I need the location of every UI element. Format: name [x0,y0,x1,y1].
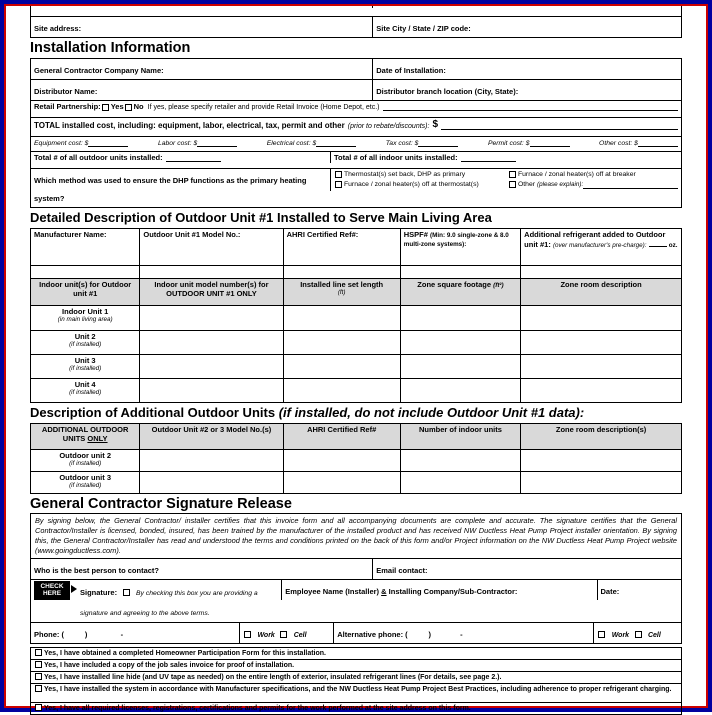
checklist-band [30,647,682,715]
indoor-unit-2-footage-cell[interactable] [400,330,520,354]
indoor-unit-1-room-cell[interactable] [521,305,682,330]
additional-units-table [30,423,682,494]
additional-units-col3-header: AHRI Certified Ref# [283,423,400,449]
tax-cost-label: Tax cost: $ [385,139,419,147]
site-city-field[interactable] [372,17,681,37]
checklist-item-3 [31,672,681,683]
indoor-unit-3-footage-cell[interactable] [400,354,520,378]
indoor-unit-3-room-cell[interactable] [521,354,682,378]
outdoor-units-total-field[interactable] [166,154,221,162]
method-option-3-checkbox[interactable] [509,171,516,178]
distributor-branch-field[interactable] [372,80,681,100]
method-option-4-field[interactable] [583,181,678,189]
employee-name-field[interactable] [281,580,596,600]
outdoor-unit-2-label-cell: Outdoor unit 2 (if installed) [31,449,140,471]
subheader-line-set: Installed line set length (ft) [283,278,400,305]
method-option-4-note: (please explain): [537,181,584,189]
electrical-cost-field[interactable] [316,139,356,147]
outdoor-unit-2-ahri-cell[interactable] [283,449,400,471]
checklist-4-label: Yes, I have installed the system in accordance with Manufacturer specifications, and the NW Ductless Heat Pump Project Best Practices, including adherence to proper refrigerant charging. [44,686,672,694]
outdoor-unit-2-model-cell[interactable] [140,449,283,471]
retail-blank-field[interactable] [383,103,678,111]
model-label: Outdoor Unit #1 Model No.: [143,229,241,239]
checklist-2-label: Yes, I have included a copy of the job sales invoice for proof of installation. [44,662,295,669]
outdoor-unit-3-count-cell[interactable] [400,471,520,493]
distributor-name-label: Distributor Name: [34,86,98,96]
indoor-unit-2-model-cell[interactable] [140,330,283,354]
total-cost-label: TOTAL installed cost, including: equipment, labor, electrical, tax, permit and other [34,120,345,130]
retail-no-label: No [133,101,144,111]
site-band [30,6,682,38]
indoor-unit-1-footage-cell[interactable] [400,305,520,330]
ahri-label: AHRI Certified Ref#: [286,229,359,239]
outdoor-unit-2-room-cell[interactable] [521,449,682,471]
method-option-4-checkbox[interactable] [509,181,516,188]
retail-yes-label: Yes [110,101,124,111]
check-here-badge: CHECK HERE [34,581,70,600]
outdoor-unit-3-row [31,471,682,493]
date-field[interactable] [597,580,682,600]
outdoor-unit1-heading: Detailed Description of Outdoor Unit #1 Installed to Serve Main Living Area [30,209,492,225]
checklist-1-label: Yes, I have obtained a completed Homeowner Participation Form for this installation. [44,649,326,657]
indoor-unit-4-lineset-cell[interactable] [283,378,400,402]
labor-cost-field[interactable] [197,139,237,147]
refrigerant-unit-label: oz. [668,241,678,249]
alt-phone-cell-label: Cell [647,631,661,639]
outdoor-units-total-label: Total # of all outdoor units installed: [34,152,163,162]
equipment-cost-field[interactable] [88,139,128,147]
alt-phone-field[interactable] [333,623,593,643]
manufacturer-label: Manufacturer Name: [34,229,107,239]
total-cost-currency: $ [432,118,438,130]
outdoor-unit1-header-row [31,228,682,265]
outdoor-unit-3-ahri-cell[interactable] [283,471,400,493]
email-contact-field[interactable] [372,559,681,579]
phone-type-cell [239,623,333,643]
signature-label: Signature: [80,587,118,597]
checklist-3-checkbox[interactable] [35,673,42,680]
indoor-unit-3-model-cell[interactable] [140,354,283,378]
refrigerant-oz-field[interactable] [649,239,667,247]
phone-cell-checkbox[interactable] [280,631,287,638]
ahri-header-cell [283,228,400,265]
signature-release-heading: General Contractor Signature Release [30,495,292,512]
checklist-1-checkbox[interactable] [35,649,42,656]
subheader-model-numbers: Indoor unit model number(s) for OUTDOOR UNIT #1 ONLY [140,278,283,305]
site-address-label: Site address: [34,24,82,33]
release-paragraph: By signing below, the General Contractor/ installer certifies that this invoice form and all accompanying documents are complete and accurate. The signature certifies that the General Contractor/Installer is licensed, bonded, insured, has been trained by the manufacturer of the installed product and has received NW Ductless Heat Pump Project installer orientation. By signing this, the General Contractor/Installer has read and understood the terms and conditions printed on the back of this form and/or Project information on the NW Ductless Heat Pump Project website (www.goingductless.com). [35,516,677,555]
indoor-unit-1-lineset-cell[interactable] [283,305,400,330]
total-cost-note: (prior to rebate/discounts): [347,122,430,130]
indoor-unit-1-label-cell: Indoor Unit 1 (in main living area) [31,305,140,330]
tax-cost-field[interactable] [418,139,458,147]
method-option-2-label: Furnace / zonal heater(s) off at thermostat(s) [344,181,479,189]
electrical-cost-label: Electrical cost: $ [266,139,317,147]
hspf-note: (Min: 9.0 single-zone & 8.0 multi-zone systems): [403,231,509,248]
indoor-unit-2-row [31,330,682,354]
manufacturer-input-cell[interactable] [31,265,140,278]
cutoff-cell-right [372,6,681,8]
hspf-label: HSPF# [403,229,428,239]
indoor-unit-4-room-cell[interactable] [521,378,682,402]
method-option-2-checkbox[interactable] [335,181,342,188]
equipment-cost-label: Equipment cost: $ [34,139,89,147]
permit-cost-label: Permit cost: $ [487,139,530,147]
labor-cost-label: Labor cost: $ [157,139,198,147]
retail-partnership-row [31,101,681,112]
indoor-units-total-label: Total # of all indoor units installed: [334,152,458,162]
signature-cell [31,580,281,622]
method-option-2 [334,181,504,189]
checklist-item-2 [31,660,681,671]
outdoor-unit1-table [30,228,682,403]
method-option-4 [508,181,678,189]
retail-partnership-label: Retail Partnership: [34,101,101,111]
cutoff-cell-left [31,6,372,8]
other-cost-field[interactable] [638,139,678,147]
arrow-right-icon [71,585,77,593]
subheader-footage: Zone square footage (ft²) [400,278,520,305]
outdoor-unit-2-row [31,449,682,471]
checklist-3-label: Yes, I have installed line hide (and UV tape as needed) on the entire length of exterior, insulated refrigerant lines (For details, see page 2.). [44,674,502,682]
checklist-5-checkbox[interactable] [35,704,42,711]
phone-label: Phone: ( ) - [34,629,124,639]
subheader-indoor-units: Indoor unit(s) for Outdoor unit #1 [31,278,140,305]
gc-company-field[interactable] [31,59,372,79]
checklist-2-checkbox[interactable] [35,661,42,668]
retail-no-checkbox[interactable] [125,104,132,111]
installation-band [30,58,682,208]
method-option-1 [334,171,504,179]
hspf-header-cell [400,228,520,265]
best-contact-field[interactable] [31,559,372,579]
indoor-unit-4-label-cell: Unit 4 (if installed) [31,378,140,402]
signature-note: By checking this box you are providing a signature and agreeing to the above terms. [80,589,258,617]
indoor-unit-1-row [31,305,682,330]
alt-phone-label: Alternative phone: ( ) - [337,629,463,639]
checklist-item-4 [31,684,681,695]
total-cost-row [31,118,681,131]
indoor-unit-1-model-cell[interactable] [140,305,283,330]
method-option-4-label: Other [518,181,535,189]
additional-units-col4-header: Number of indoor units [400,423,520,449]
method-options-cell [330,169,681,192]
method-question-cell [31,169,330,207]
method-option-3 [508,171,678,179]
site-address-field[interactable] [31,17,372,37]
cost-breakdown-row [31,137,681,149]
outdoor-unit-3-label-cell: Outdoor unit 3 (if installed) [31,471,140,493]
indoor-units-total-row [330,152,681,163]
install-date-label: Date of Installation: [376,65,446,75]
phone-field[interactable] [31,623,239,643]
additional-units-heading: Description of Additional Outdoor Units (if installed, do not include Outdoor Unit #1 data): [30,404,585,420]
alt-phone-cell-checkbox[interactable] [635,631,642,638]
gc-company-label: General Contractor Company Name: [34,65,164,75]
total-cost-blank-field[interactable] [441,122,678,130]
checklist-4-checkbox[interactable] [35,685,42,692]
indoor-units-total-field[interactable] [461,154,516,162]
other-cost-label: Other cost: $ [599,139,638,147]
outdoor-unit-3-room-cell[interactable] [521,471,682,493]
method-option-1-label: Thermostat(s) set back, DHP as primary [344,170,466,178]
method-question-label: Which method was used to ensure the DHP functions as the primary heating system? [34,175,307,203]
refrigerant-header-cell [521,228,682,265]
permit-cost-field[interactable] [530,139,570,147]
additional-units-header-row [31,423,682,449]
refrigerant-note: (over manufacturer's pre-charge): [552,241,647,249]
outdoor-unit-3-model-cell[interactable] [140,471,283,493]
install-date-field[interactable] [372,59,681,79]
best-contact-label: Who is the best person to contact? [34,565,160,575]
checklist-5-label: Yes, I have all required licenses, registrations, certifications and permits for the work performed at the site address on this form. [44,705,471,713]
subheader-zone-room: Zone room description [521,278,682,305]
manufacturer-header-cell [31,228,140,265]
distributor-branch-label: Distributor branch location (City, State): [376,86,519,96]
alt-phone-work-label: Work [611,631,630,639]
phone-work-checkbox[interactable] [244,631,251,638]
retail-note: If yes, please specify retailer and provide Retail Invoice (Home Depot, etc.) [147,103,380,111]
indoor-unit-3-row [31,354,682,378]
refrigerant-input-cell[interactable] [521,265,682,278]
installation-heading: Installation Information [30,40,191,56]
employee-name-label: Employee Name (Installer) & Installing Company/Sub-Contractor: [285,586,518,596]
indoor-unit-4-row [31,378,682,402]
date-label: Date: [600,586,620,596]
outdoor-unit1-input-row [31,265,682,278]
alt-phone-type-cell [593,623,681,643]
outdoor-units-total-row [31,152,330,163]
indoor-unit-2-lineset-cell[interactable] [283,330,400,354]
email-contact-label: Email contact: [376,565,428,575]
indoor-unit-4-model-cell[interactable] [140,378,283,402]
phone-work-label: Work [257,631,275,639]
additional-units-col2-header: Outdoor Unit #2 or 3 Model No.(s) [140,423,283,449]
indoor-unit-4-footage-cell[interactable] [400,378,520,402]
ahri-input-cell[interactable] [283,265,400,278]
method-option-1-checkbox[interactable] [335,171,342,178]
cutoff-row [31,6,681,16]
distributor-name-field[interactable] [31,80,372,100]
signature-band [30,513,682,644]
hspf-input-cell[interactable] [400,265,520,278]
refrigerant-label: Additional refrigerant added to Outdoor unit #1: [524,229,666,249]
indoor-units-subheader-row [31,278,682,305]
additional-units-col1-header: ADDITIONAL OUTDOOR UNITS ONLY [31,423,140,449]
indoor-unit-2-room-cell[interactable] [521,330,682,354]
checklist-item-1 [31,648,681,659]
indoor-unit-3-label-cell: Unit 3 (if installed) [31,354,140,378]
signature-checkbox[interactable] [123,589,130,596]
form-inner [4,4,708,713]
indoor-unit-3-lineset-cell[interactable] [283,354,400,378]
indoor-unit-2-label-cell: Unit 2 (if installed) [31,330,140,354]
model-input-cell[interactable] [140,265,283,278]
outdoor-unit-2-count-cell[interactable] [400,449,520,471]
retail-yes-checkbox[interactable] [102,104,109,111]
phone-cell-label: Cell [293,631,307,639]
alt-phone-work-checkbox[interactable] [598,631,605,638]
checklist-item-5 [31,703,681,714]
method-option-3-label: Furnace / zonal heater(s) off at breaker [518,170,636,178]
additional-units-col5-header: Zone room description(s) [521,423,682,449]
site-city-label: Site City / State / ZIP code: [376,24,471,33]
model-header-cell [140,228,283,265]
